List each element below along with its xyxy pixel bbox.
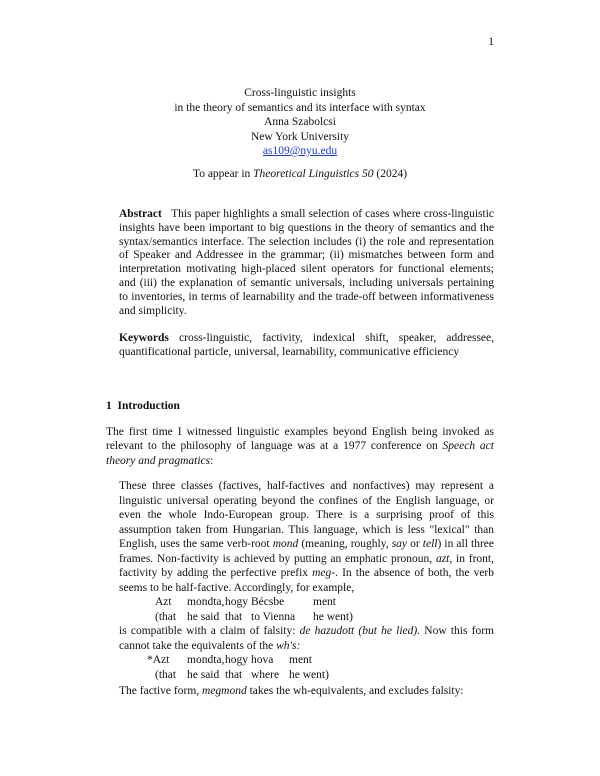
paper-title-line-1: Cross-linguistic insights (244, 87, 356, 99)
quote-last-line: The factive form, megmond takes the wh-equivalents, and excludes falsity: (119, 685, 464, 697)
example-2: *Azt mondta, hogy hova ment (147, 654, 312, 666)
keywords-text: cross-linguistic, factivity, indexical shift, speaker, addressee, quantificational particle, universal, learnability, communicative efficiency (119, 332, 494, 358)
example-1-gloss: (that he said that to Vienna he went) (155, 610, 353, 623)
affiliation: New York University (250, 130, 350, 143)
block-quote (119, 479, 494, 682)
abstract (119, 208, 494, 318)
publication-note: To appear in Theoretical Linguistics 50 (2024) (192, 168, 408, 180)
author-name: Anna Szabolcsi (264, 116, 336, 128)
page-number: 1 (488, 36, 494, 48)
journal-name: Theoretical Linguistics 50 (253, 168, 374, 180)
keywords-label: Keywords (119, 332, 169, 344)
quote-paragraph: These three classes (factives, half-factives and nonfactives) may represent a linguistic universal operating beyond the confines of the English language, or even the whole Indo-European group. There is a surprising proof of this assumption taken from Hungarian. This language, which is less "lexical" than English, uses the same verb-root mond (meaning, roughly, say or tell) in all three frames. Non-factivity is achieved by putting an emphatic pronoun, azt, in front, factivity by adding the perfective prefix meg-. In the absence of both, the verb seems to be half-factive. Accordingly, for example, (119, 480, 495, 594)
intro-paragraph: The first time I witnessed linguistic examples beyond English being invoked as relevant to the philosophy of language was at a 1977 conference on Speech act theory and pragmatics: (106, 426, 494, 467)
example-1: Azt mondta, hogy Bécsbe ment (155, 596, 336, 608)
section-heading: 1 Introduction (106, 400, 180, 412)
example-2-gloss: (that he said that where he went) (155, 668, 329, 681)
quote-continuation-1: is compatible with a claim of falsity: de hazudott (but he lied). Now this form cannot take the equivalents of the wh's: (119, 625, 494, 652)
keywords (119, 332, 494, 360)
abstract-label: Abstract (119, 208, 162, 220)
abstract-text: This paper highlights a small selection of cases where cross-linguistic insights have been important to big questions in the theory of semantics and the syntax/semantics interface. The selection includes (i) the role and representation of Speaker and Addressee in the grammar; (ii) mismatches between form and interpretation motivating high-placed silent operators for functional elements; and (iii) the explanation of semantic universals, including universals pertaining to inventories, in terms of learnability and the trade-off between informativeness and simplicity. (119, 208, 494, 317)
paper-title-line-2: in the theory of semantics and its interface with syntax (174, 101, 426, 114)
title-block (0, 86, 600, 159)
author-email-link[interactable]: as109@nyu.edu (262, 145, 338, 157)
